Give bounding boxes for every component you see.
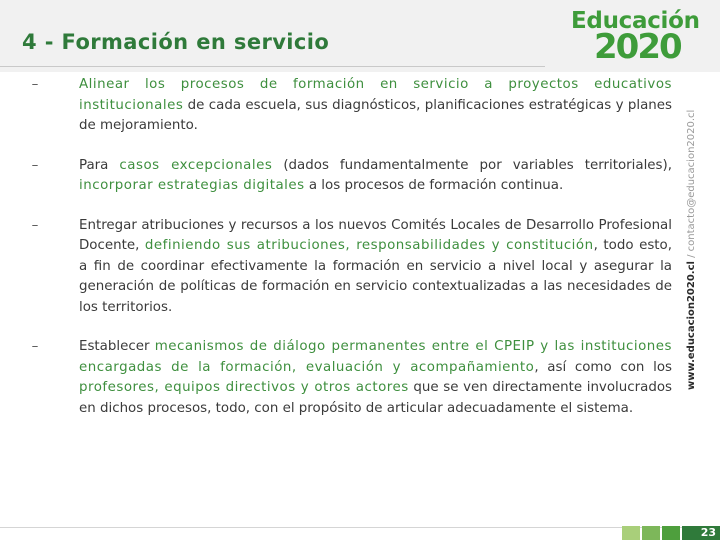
bullet-item [28, 337, 672, 419]
highlighted-text: incorporar estrategias digitales [79, 178, 305, 193]
bullet-item [28, 216, 672, 319]
bullet-text: , así como con los [534, 359, 672, 375]
bullet-item [28, 75, 672, 137]
educacion-2020-logo [568, 8, 700, 68]
bullet-dash: – [31, 77, 39, 92]
bullet-dash: – [31, 217, 39, 233]
bullet-dash: – [31, 157, 39, 173]
bullet-text: (dados fundamentalmente por variables territoriales), [272, 157, 673, 173]
contact-email: / contacto@educacion2020.cl [686, 109, 697, 262]
footer-square-2 [642, 526, 660, 540]
bullet-item [28, 156, 672, 197]
highlighted-text: definiendo sus atribuciones, responsabilidades y constitución [144, 238, 594, 253]
bullet-dash: – [31, 339, 39, 354]
bullet-text: Para [79, 157, 120, 173]
bullet-text: Establecer [79, 339, 155, 354]
page-title: 4 - Formación en servicio [22, 30, 330, 54]
highlighted-text: Alinear los procesos de formación en servicio a proyectos educativos institucionales [79, 77, 672, 113]
bullet-text: a los procesos de formación continua. [304, 178, 564, 193]
bullet-text: de cada escuela, sus diagnósticos, planificaciones estratégicas y planes de mejoramiento. [79, 97, 672, 133]
title-divider [0, 66, 545, 67]
bullet-text: , todo esto, a fin de coordinar efectivamente la formación en servicio a nivel local y asegurar la generación de políticas de formación en servicio contextualizadas a las necesidades de los territorios. [79, 238, 672, 315]
footer-square-1 [622, 526, 640, 540]
website-url[interactable] [686, 110, 697, 390]
highlighted-text: casos excepcionales [119, 157, 273, 173]
highlighted-text: mecanismos de diálogo permanentes entre el CPEIP y las instituciones encargadas de la formación, evaluación y acompañamiento [79, 339, 672, 375]
bullet-text: Entregar atribuciones y recursos a los nuevos Comités Locales de Desarrollo Profesional Docente, [79, 217, 672, 253]
bullet-text: que se ven directamente involucrados en dichos procesos, todo, con el propósito de articular adecuadamente el sistema. [79, 380, 672, 416]
logo-word: Educación [571, 8, 700, 34]
highlighted-text: profesores, equipos directivos y otros actores [79, 380, 409, 395]
bullet-list [28, 75, 672, 438]
footer-divider [0, 527, 720, 528]
website-url-main: www.educacion2020.cl [686, 261, 697, 390]
page-number: 23 [700, 526, 716, 539]
logo-year: 2020 [594, 27, 681, 67]
